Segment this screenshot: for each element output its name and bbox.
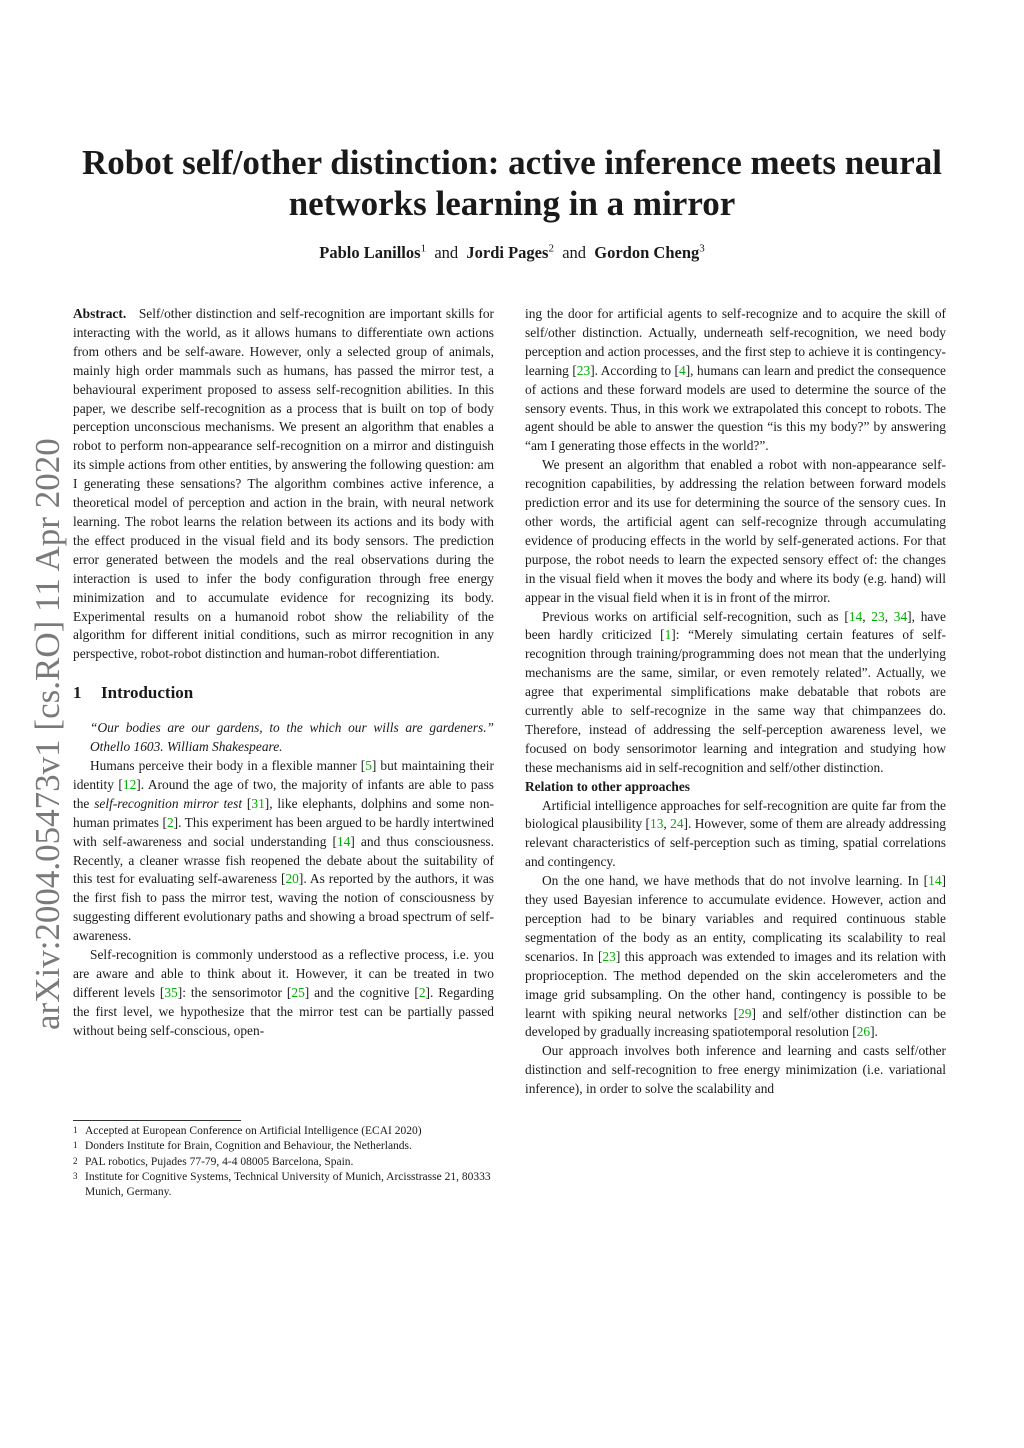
citation-link[interactable]: 31 — [251, 795, 265, 811]
citation-link[interactable]: 14 — [848, 608, 863, 624]
body-paragraph: Artificial intelligence approaches for self-recognition are quite far from the biological plausibility [13, 24]. However, some of them are already addressing relevant characteristics of self-perception such as timing, spatial correlations and contingency. — [525, 797, 946, 870]
citation-link[interactable]: 35 — [164, 984, 178, 1000]
citation-link[interactable]: 29 — [738, 1005, 752, 1021]
footnote: 3 Institute for Cognitive Systems, Technical University of Munich, Arcisstrasse 21, 80333 Munich, Germany. — [73, 1170, 491, 1199]
epigraph: “Our bodies are our gardens, to the which our wills are gardeners.” Othello 1603. William Shakespeare. — [90, 720, 494, 755]
affiliation-mark: 3 — [699, 242, 705, 255]
left-column — [73, 305, 494, 1041]
citation-link[interactable]: 23 — [602, 948, 616, 964]
footnote: 1 Accepted at European Conference on Artificial Intelligence (ECAI 2020) — [73, 1125, 422, 1137]
author-separator: and — [562, 243, 587, 262]
author-name: Pablo Lanillos — [319, 243, 421, 262]
abstract-label: Abstract. — [73, 306, 127, 321]
citation-link[interactable]: 2 — [166, 814, 174, 830]
footnote-rule — [73, 1120, 241, 1121]
abstract-text: Self/other distinction and self-recognition are important skills for interacting with the world, as it allows humans to differentiate own actions from others and be self-aware. However, only a selected group of animals, mainly high order mammals such as humans, has passed the mirror test, a behavioural experiment proposed to assess self-recognition abilities. In this paper, we describe self-recognition as a process that is built on top of body perception unconscious mechanisms. We present an algorithm that enables a robot to perform non-appearance self-recognition on a mirror and distinguish its simple actions from other entities, by answering the following question: am I generating these sensations? The algorithm combines active inference, a theoretical model of perception and action in the brain, with neural network learning. The robot learns the relation between its actions and its body with the effect produced in the visual field and its body sensors. The prediction error generated between the models and the real observations during the interaction is used to infer the body configuration through free energy minimization and to accumulate evidence for recognizing its body. Experimental results on a humanoid robot show the reliability of the algorithm for different initial conditions, such as mirror recognition in any perspective, robot-robot distinction and human-robot differentiation. — [73, 306, 494, 662]
citation-link[interactable]: 5 — [365, 758, 372, 774]
citation-link[interactable]: 25 — [291, 984, 305, 1000]
author-separator: and — [434, 243, 459, 262]
affiliation-mark: 2 — [548, 242, 554, 255]
emphasis: self-recognition mirror test — [94, 795, 243, 811]
affiliation-mark: 1 — [420, 242, 427, 255]
right-column — [525, 305, 946, 1099]
paper-title: Robot self/other distinction: active inference meets neural networks learning in a mirror — [82, 143, 942, 223]
body-paragraph: Our approach involves both inference and learning and casts self/other distinction and self-recognition to free energy minimization (i.e. variational inference), in order to solve the scalability and — [525, 1043, 946, 1097]
abstract — [73, 305, 494, 664]
author-line — [0, 243, 1024, 263]
body-paragraph: Previous works on artificial self-recognition, such as [14, 23, 34], have been hardly criticized [1]: “Merely simulating certain features of self-recognition through training/programming does not mean that the underlying mechanisms are the same, similar, or even remotely related”. Actually, we agree that experimental simplifications make debatable that robots are currently able to self-recognize in the same way that chimpanzees do. Therefore, instead of addressing the self-perception awareness level, we focused on body sensorimotor learning and integration and studying how these mechanisms aid in self-recognition and self/other distinction. — [525, 608, 946, 775]
author-name: Gordon Cheng — [594, 243, 700, 262]
citation-link[interactable]: 20 — [285, 871, 299, 887]
intro-paragraph-2: Self-recognition is commonly understood as a reflective process, i.e. you are aware and able to think about it. However, it can be treated in two different levels [35]: the sensorimotor [25] and the cognitive [2]. Regarding the first level, we hypothesize that the mirror test can be partially passed without being self-conscious, open- — [73, 947, 495, 1038]
intro-paragraph-1: Humans perceive their body in a flexible manner [5] but maintaining their identity [12]. Around the age of two, the majority of infants are able to pass the self-recognition mirror test [31], like elephants, dolphins and some non-human primates [2]. This experiment has been argued to be hardly intertwined with self-awareness and social understanding [14] and thus consciousness. Recently, a cleaner wrasse fish reopened the debate about the suitability of this test for evaluating self-awareness [20]. As reported by the authors, it was the first fish to pass the mirror test, waving the notion of consciousness by suggesting different evolutionary paths and showing a broad spectrum of self-awareness. — [73, 758, 495, 944]
citation-link[interactable]: 14 — [336, 833, 351, 849]
footnote: 2 PAL robotics, Pujades 77-79, 4-4 08005 Barcelona, Spain. — [73, 1155, 354, 1168]
author-name: Jordi Pages — [466, 243, 549, 262]
section-heading — [73, 681, 494, 705]
citation-link[interactable]: 12 — [122, 776, 137, 792]
section-number: 1 — [73, 683, 82, 703]
body-paragraph: We present an algorithm that enabled a robot with non-appearance self-recognition capabilities, by addressing the relation between forward models prediction error and its use for determining the source of the sensory cues. In other words, the artificial agent can self-recognize through accumulating evidence of producing effects in the world by self-generated actions. For that purpose, the robot needs to learn the expected sensory effect of: the changes in the visual field when it moves the body and where its body (e.g. hand) will appear in the visual field when it is in front of the mirror. — [525, 457, 946, 605]
footnotes — [73, 1124, 494, 1200]
footnote: 1 Donders Institute for Brain, Cognition and Behaviour, the Netherlands. — [73, 1140, 412, 1153]
citation-link[interactable]: 24 — [670, 816, 684, 832]
citation-link[interactable]: 4 — [679, 362, 686, 378]
citation-link[interactable]: 14 — [928, 873, 942, 889]
subsection-heading: Relation to other approaches — [525, 778, 691, 794]
citation-link[interactable]: 23 — [871, 608, 885, 624]
arxiv-identifier: arXiv:2004.05473v1 [cs.RO] 11 Apr 2020 — [28, 438, 67, 1030]
citation-link[interactable]: 13 — [650, 816, 664, 832]
section-title: Introduction — [101, 683, 194, 703]
body-paragraph: On the one hand, we have methods that do not involve learning. In [14] they used Bayesian inference to accumulate evidence. However, action and perception had to be binary variables and required continuous stable segmentation of the body as an entity, complicating its scalability to real scenarios. In [23] this approach was extended to images and its relation with proprioception. The method depended on the skin accelerometers and the image grid subsampling. On the other hand, contingency is possible to be learnt with spiking neural networks [29] and self/other distinction can be developed by gradually increasing spatiotemporal resolution [26]. — [525, 873, 947, 1040]
citation-link[interactable]: 23 — [576, 362, 591, 378]
body-paragraph: ing the door for artificial agents to self-recognize and to acquire the skill of self/other distinction. Actually, underneath self-recognition, we need body perception and action processes, and the first step to achieve it is contingency-learning [23]. According to [4], humans can learn and predict the consequence of actions and these forward models are used to determine the source of the sensory events. Thus, in this work we extrapolated this concept to robots. The agent should be able to answer the question “is this my body?” by answering “am I generating those effects in the world?”. — [525, 306, 946, 454]
citation-link[interactable]: 1 — [664, 627, 672, 643]
citation-link[interactable]: 34 — [893, 608, 908, 624]
citation-link[interactable]: 2 — [418, 984, 426, 1000]
citation-link[interactable]: 26 — [856, 1024, 871, 1040]
